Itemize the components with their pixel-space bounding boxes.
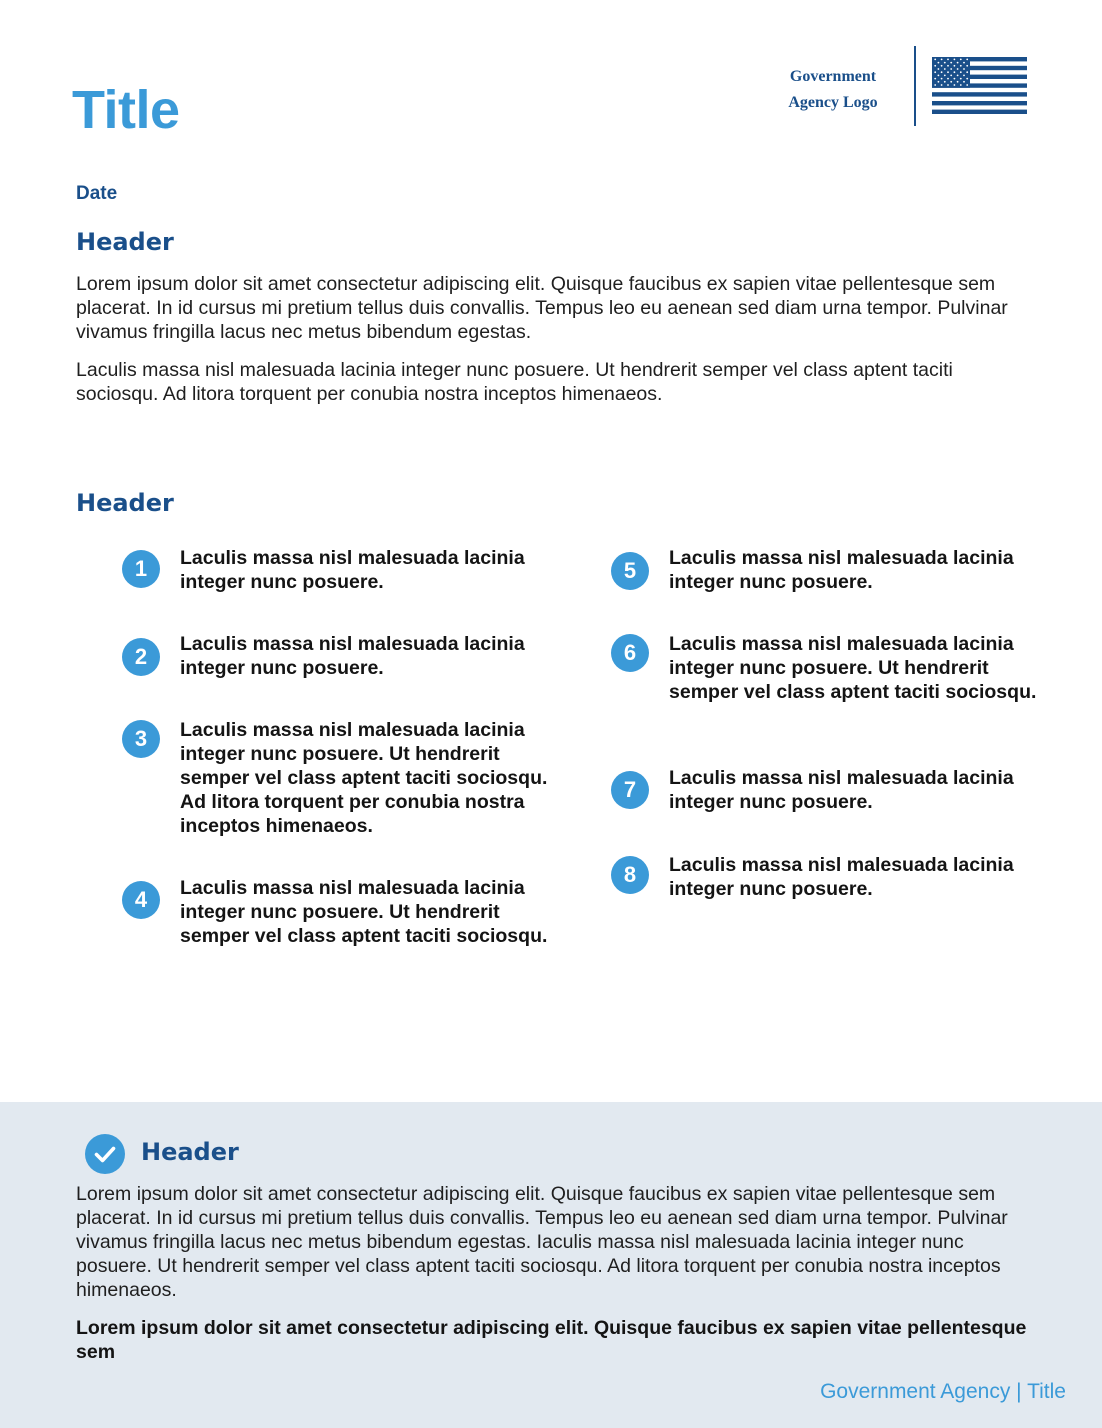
flag-star [954,59,956,61]
flag-star [957,75,959,77]
flag-star [950,81,952,83]
flag-star [966,84,968,86]
check-circle-icon [85,1134,125,1174]
flag-star [950,68,952,70]
number-badge: 5 [611,552,649,590]
flag-star [934,71,936,73]
flag-star [950,62,952,64]
flag-star [957,62,959,64]
flag-star [944,81,946,83]
flag-star [944,62,946,64]
flag-star [960,78,962,80]
flag-star [941,84,943,86]
flag-star [934,84,936,86]
flag-star [963,81,965,83]
logo-line-2: Agency Logo [788,94,878,111]
flag-star [957,81,959,83]
agency-logo [760,64,906,116]
number-badge: 1 [122,550,160,588]
flag-star [957,68,959,70]
flag-star [966,65,968,67]
number-badge: 6 [611,634,649,672]
page-title: Title [72,80,180,140]
list-item-text: Laculis massa nisl malesuada lacinia integer nunc posuere. [669,767,1014,813]
list-item-text: Laculis massa nisl malesuada lacinia integer nunc posuere. [180,547,525,593]
flag-star [947,71,949,73]
flag-star [941,59,943,61]
flag-star [963,68,965,70]
flag-star [966,59,968,61]
flag-star [954,65,956,67]
section-3-bold-paragraph: Lorem ipsum dolor sit amet consectetur adipiscing elit. Quisque faucibus ex sapien vitae pellentesque sem [76,1317,1027,1363]
flag-star [947,65,949,67]
flag-star [941,65,943,67]
number-badge: 3 [122,720,160,758]
number-badge: 4 [122,881,160,919]
flag-star [960,84,962,86]
list-item-text: Laculis massa nisl malesuada lacinia integer nunc posuere. Ut hendrerit semper vel class aptent taciti sociosqu. [669,633,1037,703]
footer-text: Government Agency | Title [820,1380,1066,1403]
flag-star [963,75,965,77]
logo-divider [914,46,916,126]
flag-star [966,71,968,73]
section-1-paragraph-2: Laculis massa nisl malesuada lacinia integer nunc posuere. Ut hendrerit semper vel class aptent taciti sociosqu. Ad litora torquent per conubia nostra inceptos himenaeos. [76,359,953,405]
flag-star [944,75,946,77]
flag-star [960,71,962,73]
number-badge: 8 [611,856,649,894]
number-badge: 2 [122,638,160,676]
flag-star [960,59,962,61]
date-label: Date [76,183,118,204]
section-1-header: Header [76,228,174,256]
section-3-paragraph: Lorem ipsum dolor sit amet consectetur adipiscing elit. Quisque faucibus ex sapien vitae pellentesque sem placerat. In id cursus mi pretium tellus duis convallis. Tempus leo eu aenean sed diam urna tempor. Pulvinar vivamus fringilla lacus nec metus bibendum egestas. Iaculis massa nisl malesuada lacinia integer nunc posuere. Ut hendrerit semper vel class aptent taciti sociosqu. Ad litora torquent per conubia nostra inceptos himenaeos. [76,1183,1008,1301]
list-item-text: Laculis massa nisl malesuada lacinia integer nunc posuere. Ut hendrerit semper vel class aptent taciti sociosqu. [180,877,548,947]
flag-star [944,68,946,70]
flag-star [954,84,956,86]
list-item-text: Laculis massa nisl malesuada lacinia integer nunc posuere. [669,854,1014,900]
flag-star [938,68,940,70]
logo-line-1: Government [789,68,877,85]
us-flag-icon [932,57,1027,114]
flag-star [934,65,936,67]
flag-star [947,59,949,61]
flag-star [963,62,965,64]
flag-star [947,84,949,86]
flag-star [947,78,949,80]
flag-star [938,81,940,83]
section-1-paragraph-1: Lorem ipsum dolor sit amet consectetur adipiscing elit. Quisque faucibus ex sapien vitae pellentesque sem placerat. In id cursus mi pretium tellus duis convallis. Tempus leo eu aenean sed diam urna tempor. Pulvinar vivamus fringilla lacus nec metus bibendum egestas. [76,273,1008,343]
flag-star [954,71,956,73]
flag-star [960,65,962,67]
flag-star [941,71,943,73]
flag-star [934,78,936,80]
flag-star [938,75,940,77]
flag-star [934,59,936,61]
flag-star [941,78,943,80]
flag-star [938,62,940,64]
list-item-text: Laculis massa nisl malesuada lacinia integer nunc posuere. [669,547,1014,593]
section-2-header: Header [76,489,174,517]
section-3-header: Header [141,1138,239,1166]
flag-star [954,78,956,80]
list-item-text: Laculis massa nisl malesuada lacinia integer nunc posuere. [180,633,525,679]
flag-star [950,75,952,77]
flag-star [966,78,968,80]
number-badge: 7 [611,771,649,809]
list-item-text: Laculis massa nisl malesuada lacinia integer nunc posuere. Ut hendrerit semper vel class aptent taciti sociosqu. Ad litora torquent per conubia nostra inceptos himenaeos. [180,719,548,837]
